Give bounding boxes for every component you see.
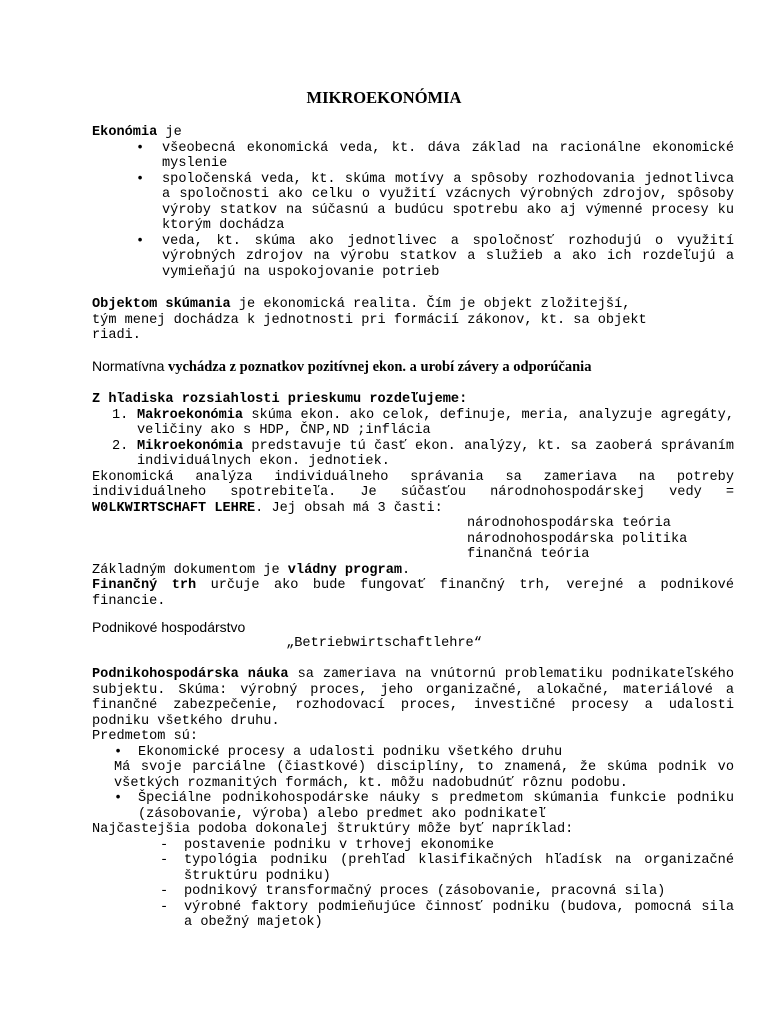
financny-paragraph bbox=[92, 578, 734, 609]
bullet-icon: • bbox=[136, 171, 145, 187]
objekt-line-1 bbox=[92, 297, 734, 313]
financny-term: Finančný trh bbox=[92, 578, 197, 593]
normativna-text: vychádza z poznatkov pozitívnej ekon. a urobí závery a odporúčania bbox=[164, 359, 592, 375]
analysis-text: Ekonomická analýza individuálneho správania sa zameriava na potreby individuálneho spotrebiteľa. Je súčasťou národnohospodárskej vedy = bbox=[92, 469, 734, 500]
financny-text: určuje ako bude fungovať finančný trh, verejné a podnikové financie. bbox=[92, 578, 734, 609]
dash-text: výrobné faktory podmieňujúce činnosť podniku (budova, pomocná sila a obežný majetok) bbox=[184, 899, 734, 930]
najcastejsia-line: Najčastejšia podoba dokonalej štruktúry môže byť napríklad: bbox=[92, 822, 574, 837]
objekt-term: Objektom skúmania bbox=[92, 297, 231, 312]
dash-text: typológia podniku (prehľad klasifikačných hľadísk na organizačné štruktúru podniku) bbox=[184, 853, 734, 884]
ekonomia-section bbox=[92, 125, 734, 280]
bullet-icon: • bbox=[136, 140, 145, 156]
hladisko-item-1 bbox=[92, 408, 734, 439]
zakladny-post: . bbox=[402, 562, 411, 578]
ekonomia-bullet-1 bbox=[92, 141, 734, 172]
item-number: 2. bbox=[112, 438, 129, 454]
bullet-icon: • bbox=[114, 791, 123, 806]
dash-icon: - bbox=[160, 853, 169, 868]
podnikove-bullet-2 bbox=[92, 791, 734, 822]
bullet-text: veda, kt. skúma ako jednotlivec a spoločnosť rozhodujú o využití výrobných zdrojov na výrobu statkov a služieb a ako ich rozdeľujú a vymieňajú na uspokojovanie potrieb bbox=[162, 233, 734, 280]
analysis-bold: W0LKWIRTSCHAFT LEHRE bbox=[92, 500, 256, 516]
objekt-paragraph bbox=[92, 297, 734, 344]
bullet1-note: Má svoje parciálne (čiastkové) disciplíny, to znamená, že skúma podnik vo všetkých rozmanitých formách, kt. môžu nadobudnúť rôznu podobu. bbox=[114, 760, 734, 791]
item-term: Mikroekonómia bbox=[137, 438, 244, 454]
bullet-text: všeobecná ekonomická veda, kt. dáva základ na racionálne ekonomické myslenie bbox=[162, 140, 734, 171]
dash-item-2 bbox=[92, 853, 734, 884]
item-term: Makroekonómia bbox=[137, 407, 244, 423]
objekt-line-2: tým menej dochádza k jednotnosti pri formácií zákonov, kt. sa objekt bbox=[92, 312, 647, 328]
zakladny-text: Základným dokumentom je bbox=[92, 562, 288, 578]
podnikove-heading: Podnikové hospodárstvo bbox=[92, 619, 246, 635]
dash-text: podnikový transformačný proces (zásobovanie, pracovná sila) bbox=[184, 884, 666, 899]
predmetom-line: Predmetom sú: bbox=[92, 729, 199, 744]
bullet-icon: • bbox=[136, 233, 145, 249]
objekt-text-1: je ekonomická realita. Čím je objekt zložitejší, bbox=[230, 297, 631, 312]
dash-item-4 bbox=[92, 900, 734, 931]
bullet-text: Ekonomické procesy a udalosti podniku všetkého druhu bbox=[138, 744, 563, 760]
dash-item-3 bbox=[92, 884, 734, 900]
dash-item-1 bbox=[92, 838, 734, 854]
hladisko-heading bbox=[92, 392, 734, 408]
item-text: predstavuje tú časť ekon. analýzy, kt. sa zaoberá správaním individuálnych ekon. jednotiek. bbox=[137, 438, 734, 469]
analysis-part: národnohospodárska teória bbox=[467, 516, 671, 531]
item-text: skúma ekon. ako celok, definuje, meria, analyzuje agregáty, veličiny ako s HDP, ČNP,ND ;inflácia bbox=[137, 407, 734, 438]
analysis-part: finančná teória bbox=[467, 547, 590, 562]
dash-icon: - bbox=[160, 884, 169, 899]
analysis-parts bbox=[92, 516, 734, 563]
hladisko-heading-text: Z hľadiska rozsiahlosti prieskumu rozdeľujeme: bbox=[92, 392, 468, 407]
nauka-paragraph bbox=[92, 667, 734, 729]
item-number: 1. bbox=[112, 407, 129, 423]
podnikove-section bbox=[92, 667, 734, 931]
zakladny-bold: vládny program bbox=[287, 562, 403, 578]
hladisko-section bbox=[92, 392, 734, 609]
page-title: MIKROEKONÓMIA bbox=[306, 88, 462, 107]
dash-icon: - bbox=[160, 899, 169, 915]
zakladny-line bbox=[92, 563, 734, 579]
bullet-icon: • bbox=[114, 744, 123, 760]
normativna-line bbox=[92, 358, 734, 377]
bullet-text: Špeciálne podnikohospodárske náuky s predmetom skúmania funkcie podniku (zásobovanie, výroba) alebo predmet ako podnikateľ bbox=[138, 791, 734, 822]
bullet-text: spoločenská veda, kt. skúma motívy a spôsoby rozhodovania jednotlivca a spoločnosti ako celku o využití vzácnych výrobných zdrojov, spôsoby výroby statkov na súčasnú a budúcu spotrebu ako aj výmenné procesy ku ktorým dochádza bbox=[162, 171, 734, 233]
analysis-paragraph bbox=[92, 470, 734, 517]
analysis-post: . Jej obsah má 3 časti: bbox=[255, 500, 443, 516]
nauka-term: Podnikohospodárska náuka bbox=[92, 667, 289, 682]
hladisko-item-2 bbox=[92, 439, 734, 470]
ekonomia-intro bbox=[92, 125, 734, 141]
ekonomia-rest: je bbox=[157, 125, 182, 140]
normativna-label: Normatívna bbox=[92, 358, 165, 374]
analysis-part: národnohospodárska politika bbox=[467, 531, 688, 547]
dash-text: postavenie podniku v trhovej ekonomike bbox=[184, 837, 494, 853]
objekt-line-3: riadi. bbox=[92, 328, 141, 343]
ekonomia-bullet-2 bbox=[92, 172, 734, 234]
ekonomia-term: Ekonómia bbox=[92, 125, 158, 140]
ekonomia-bullet-3 bbox=[92, 234, 734, 281]
podnikove-subtitle: „Betriebwirtschaftlehre“ bbox=[286, 636, 482, 651]
podnikove-bullet-1 bbox=[92, 745, 734, 761]
nauka-text: sa zameriava na vnútornú problematiku podnikateľského subjektu. Skúma: výrobný proces, jeho organizačné, alokačné, materiálové a finančné zabezpečenie, rozhodovací proces, investičné procesy a udalosti podniku všetkého druhu. bbox=[92, 667, 734, 729]
dash-icon: - bbox=[160, 837, 169, 853]
